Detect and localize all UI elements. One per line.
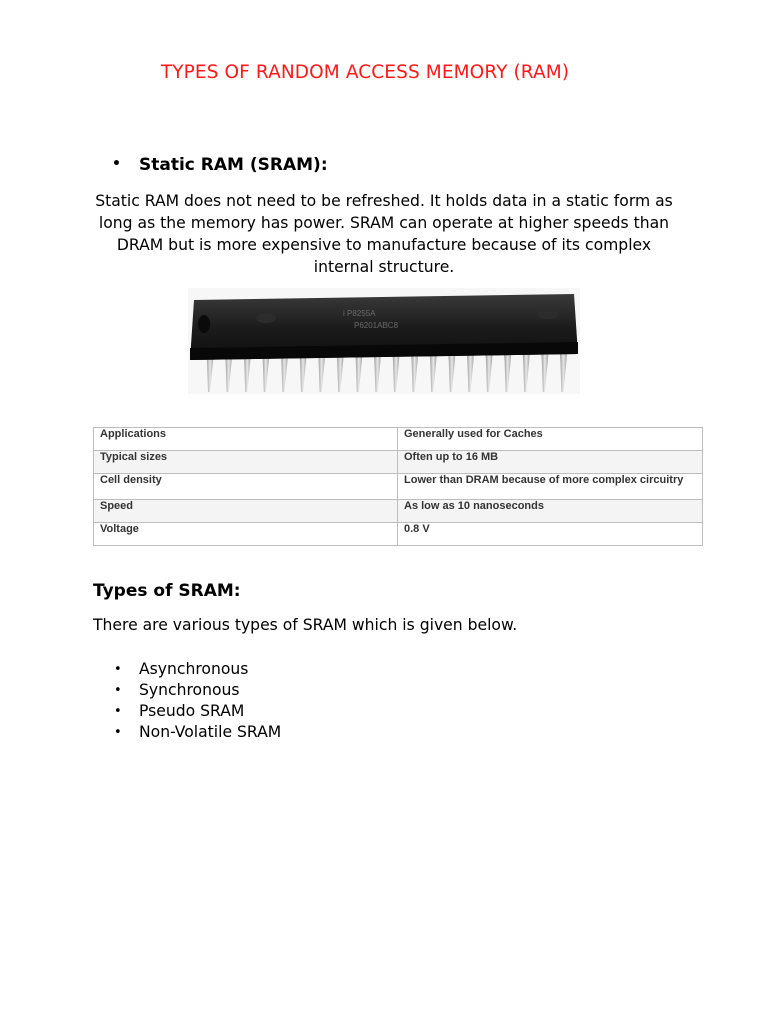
bullet-icon: • bbox=[114, 683, 122, 698]
list-item-text: Asynchronous bbox=[139, 660, 249, 678]
table-cell-value: 0.8 V bbox=[398, 523, 703, 546]
table-cell-value: Lower than DRAM because of more complex circuitry bbox=[398, 474, 703, 500]
list-item-text: Non-Volatile SRAM bbox=[139, 723, 282, 741]
sram-chip-image bbox=[188, 288, 580, 394]
bullet-icon: • bbox=[114, 704, 122, 719]
bullet-icon: • bbox=[112, 156, 121, 172]
table-cell-label: Speed bbox=[94, 500, 398, 523]
table-cell-value: Generally used for Caches bbox=[398, 428, 703, 451]
table-row bbox=[94, 523, 703, 546]
list-item-text: Synchronous bbox=[139, 681, 240, 699]
sram-types-list bbox=[93, 659, 281, 743]
list-item-text: Pseudo SRAM bbox=[139, 702, 245, 720]
table-row bbox=[94, 474, 703, 500]
list-item bbox=[93, 680, 281, 701]
list-item bbox=[93, 722, 281, 743]
table-cell-value: Often up to 16 MB bbox=[398, 451, 703, 474]
section-heading-sram bbox=[112, 155, 328, 175]
sram-spec-table bbox=[93, 427, 703, 546]
table-row bbox=[94, 428, 703, 451]
table-cell-label: Voltage bbox=[94, 523, 398, 546]
list-item bbox=[93, 659, 281, 680]
table-row bbox=[94, 500, 703, 523]
page-title: TYPES OF RANDOM ACCESS MEMORY (RAM) bbox=[160, 62, 570, 83]
table-row bbox=[94, 451, 703, 474]
chip-marking-line2: P6201ABC8 bbox=[354, 321, 399, 330]
types-heading: Types of SRAM: bbox=[93, 581, 241, 601]
table-cell-label: Cell density bbox=[94, 474, 398, 500]
sram-description: Static RAM does not need to be refreshed. It holds data in a static form as long as the memory has power. SRAM can operate at higher speeds than DRAM but is more expensive to manufacture because of its complex internal structure. bbox=[95, 192, 673, 276]
bullet-icon: • bbox=[114, 662, 122, 677]
list-item bbox=[93, 701, 281, 722]
table-cell-label: Applications bbox=[94, 428, 398, 451]
types-intro: There are various types of SRAM which is given below. bbox=[93, 616, 518, 634]
table-cell-value: As low as 10 nanoseconds bbox=[398, 500, 703, 523]
bullet-icon: • bbox=[114, 725, 122, 740]
chip-marking-line1: i P8255A bbox=[343, 309, 376, 318]
table-cell-label: Typical sizes bbox=[94, 451, 398, 474]
section-heading-text: Static RAM (SRAM): bbox=[139, 155, 328, 175]
